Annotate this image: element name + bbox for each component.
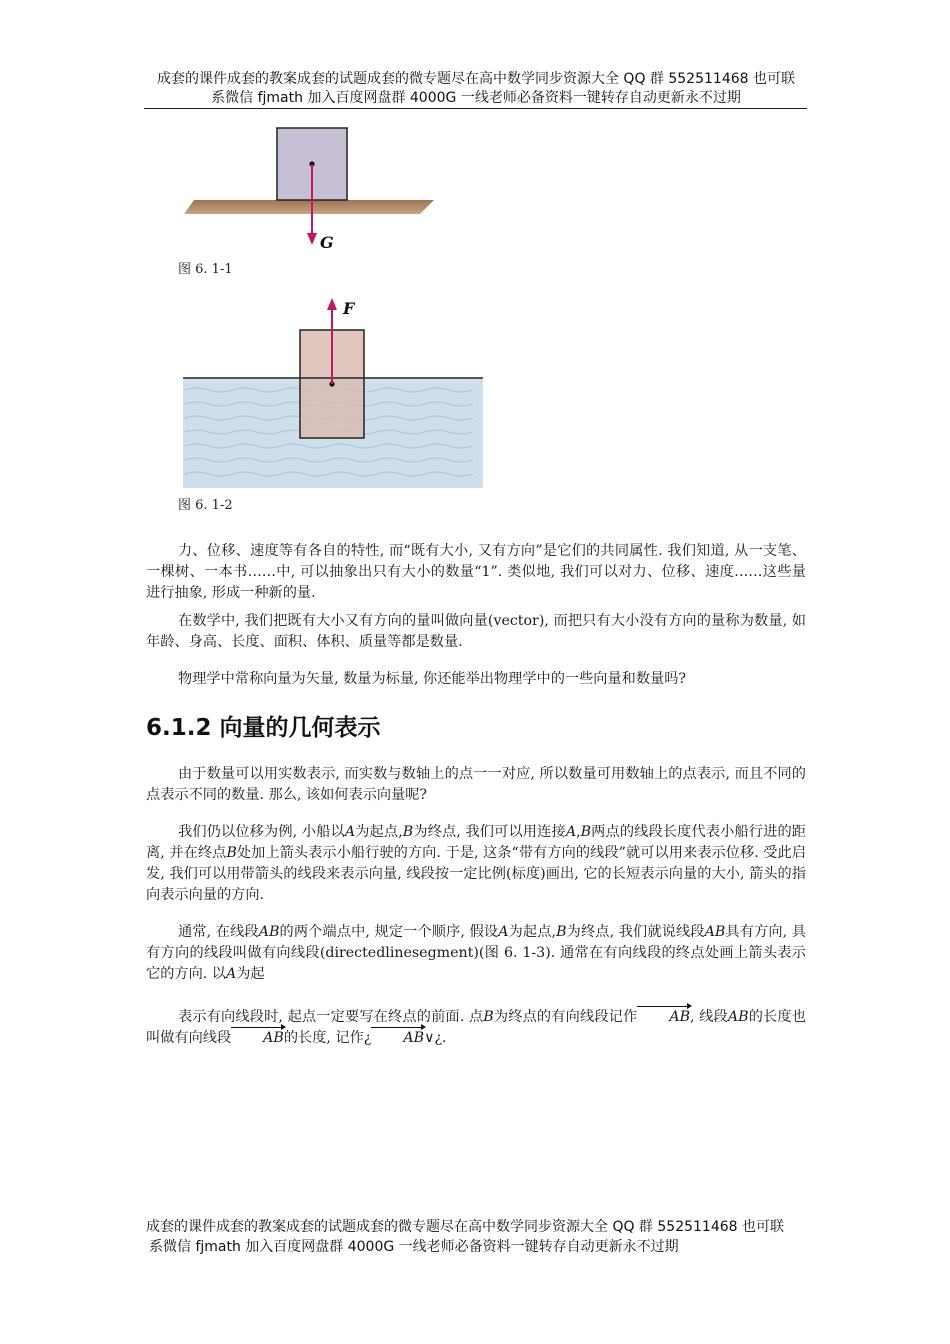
header-line-2: 系微信 fjmath 加入百度网盘群 4000G 一线老师必备资料一键转存自动更新永不过期 bbox=[211, 90, 741, 106]
paragraph-vector-properties: 力、位移、速度等有各自的特性, 而“既有大小, 又有方向”是它们的共同属性. 我们知道, 从一支笔、一棵树、一本书……中, 可以抽象出只有大小的数量“1”. 类似地, 我们可以对力、位移、速度……这些量进行抽象, 形成一种新的量. bbox=[146, 543, 806, 601]
gravity-arrowhead bbox=[307, 233, 317, 245]
vector-ab-notation: AB bbox=[371, 1028, 424, 1049]
vector-ab-notation: AB bbox=[231, 1028, 284, 1049]
buoyancy-label: F bbox=[343, 299, 355, 318]
page-footer bbox=[146, 1217, 806, 1257]
section-title: 6.1.2 向量的几何表示 bbox=[146, 715, 381, 741]
paragraph-physics-question: 物理学中常称向量为矢量, 数量为标量, 你还能举出物理学中的一些向量和数量吗? bbox=[178, 671, 687, 687]
ground-surface bbox=[184, 200, 434, 214]
page-header bbox=[120, 70, 832, 108]
gravity-label: G bbox=[320, 233, 334, 252]
figure-gravity bbox=[180, 122, 440, 257]
paragraph-representation-question: 由于数量可以用实数表示, 而实数与数轴上的点一一对应, 所以数量可用数轴上的点表示, 而且不同的点表示不同的数量. 那么, 该如何表示向量呢? bbox=[146, 766, 806, 803]
paragraph-vector-definition: 在数学中, 我们把既有大小又有方向的量叫做向量(vector), 而把只有大小没有方向的量称为数量, 如年龄、身高、长度、面积、体积、质量等都是数量. bbox=[146, 613, 806, 650]
footer-line-2: 系微信 fjmath 加入百度网盘群 4000G 一线老师必备资料一键转存自动更新永不过期 bbox=[149, 1239, 679, 1255]
figure-2-caption: 图 6. 1-2 bbox=[178, 498, 233, 513]
buoyancy-arrowhead bbox=[327, 298, 337, 310]
figure-buoyancy bbox=[180, 294, 484, 490]
figure-1-caption: 图 6. 1-1 bbox=[178, 262, 233, 277]
header-line-1: 成套的课件成套的教案成套的试题成套的微专题尽在高中数学同步资源大全 QQ 群 552511468 也可联 bbox=[156, 71, 795, 87]
paragraph-notation: 表示有向线段时, 起点一定要写在终点的前面. 点B为终点的有向线段记作 AB, 线段AB的长度也叫做有向线段 AB的长度, 记作¿ AB∨¿. bbox=[146, 1007, 806, 1049]
footer-line-1: 成套的课件成套的教案成套的试题成套的微专题尽在高中数学同步资源大全 QQ 群 552511468 也可联 bbox=[146, 1219, 785, 1235]
header-divider bbox=[144, 108, 807, 109]
paragraph-directed-segment: 通常, 在线段AB的两个端点中, 规定一个顺序, 假设A为起点,B为终点, 我们就说线段AB具有方向, 具有方向的线段叫做有向线段(directedlinesegment)(图 6. 1-3). 通常在有向线段的终点处画上箭头表示它的方向. 以A为起 bbox=[146, 924, 806, 982]
vector-ab-notation: AB bbox=[637, 1007, 690, 1028]
paragraph-displacement-example: 我们仍以位移为例, 小船以A为起点,B为终点, 我们可以用连接A,B两点的线段长度代表小船行进的距离, 并在终点B处加上箭头表示小船行驶的方向. 于是, 这条“带有方向的线段”就可以用来表示位移. 受此启发, 我们可以用带箭头的线段来表示向量, 线段按一定比例(标度)画出, 它的长短表示向量的大小, 箭头的指向表示向量的方向. bbox=[146, 824, 806, 903]
